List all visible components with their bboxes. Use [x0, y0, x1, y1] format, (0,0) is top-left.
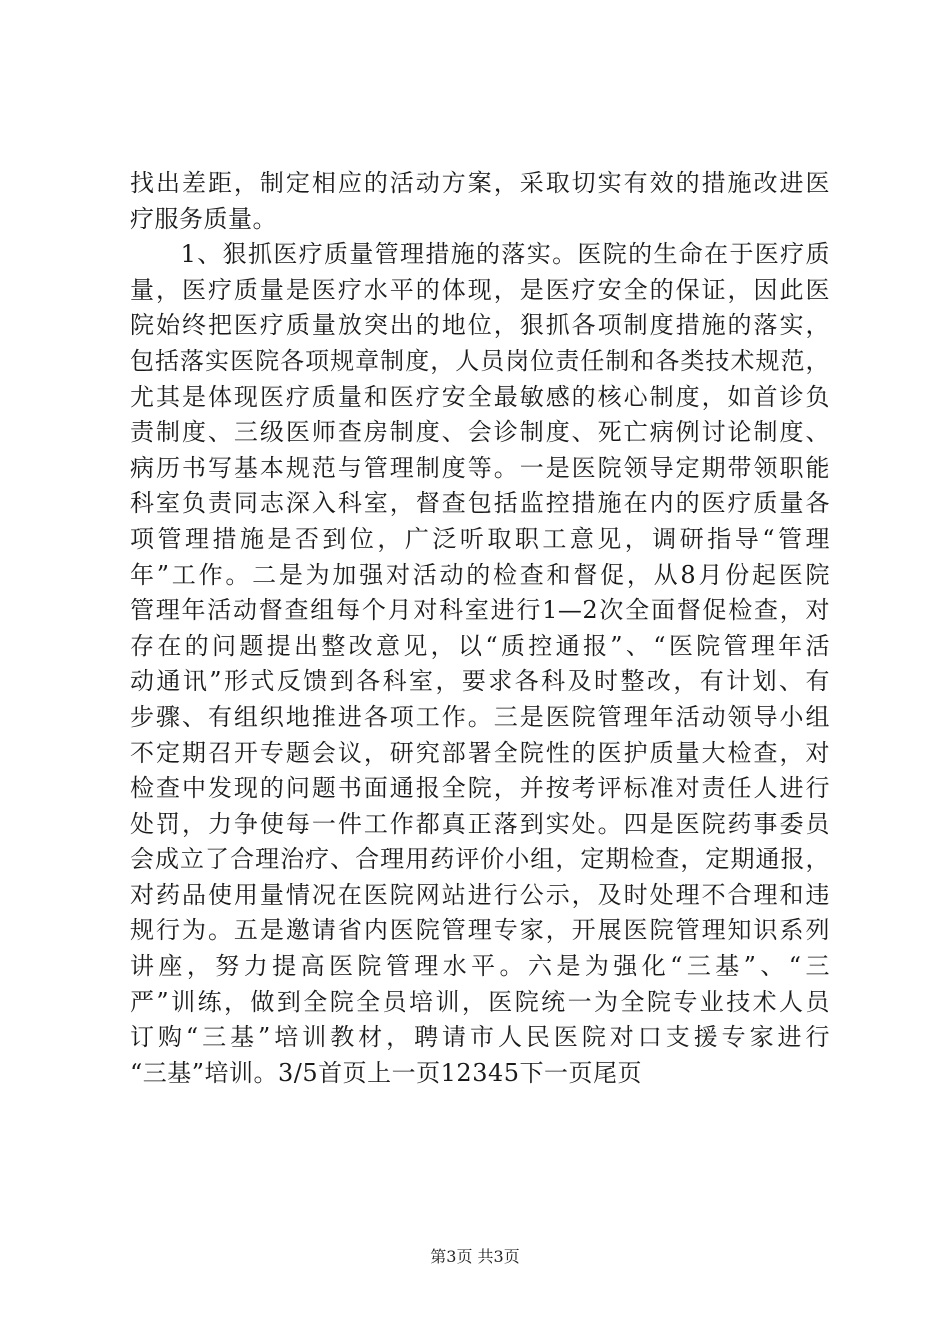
text-line: 项管理措施是否到位，广泛听取职工意见，调研指导“管理 — [130, 524, 830, 553]
text-line: 疗服务质量。 — [130, 204, 277, 233]
text-line: 科室负责同志深入科室，督查包括监控措施在内的医疗质量各 — [130, 489, 830, 518]
text-line: 找出差距，制定相应的活动方案，采取切实有效的措施改进医 — [130, 169, 830, 197]
text-line: 订购“三基”培训教材，聘请市人民医院对口支援专家进行 — [130, 1023, 830, 1052]
text-line: 责制度、三级医师查房制度、会诊制度、死亡病例讨论制度、 — [130, 418, 830, 447]
text-line: 处罚，力争使每一件工作都真正落到实处。四是医院药事委员 — [130, 809, 830, 838]
text-line: 动通讯”形式反馈到各科室，要求各科及时整改，有计划、有 — [130, 667, 830, 696]
body-text — [130, 166, 830, 1091]
text-line: 存在的问题提出整改意见，以“质控通报”、“医院管理年活 — [130, 631, 830, 660]
text-line: 对药品使用量情况在医院网站进行公示，及时处理不合理和违 — [130, 880, 830, 909]
text-line: 步骤、有组织地推进各项工作。三是医院管理年活动领导小组 — [130, 702, 830, 731]
text-line: 不定期召开专题会议，研究部署全院性的医护质量大检查，对 — [130, 738, 830, 767]
text-line: 规行为。五是邀请省内医院管理专家，开展医院管理知识系列 — [130, 916, 830, 945]
text-line: 严”训练，做到全院全员培训，医院统一为全院专业技术人员 — [130, 987, 830, 1016]
text-line: 尤其是体现医疗质量和医疗安全最敏感的核心制度，如首诊负 — [130, 382, 830, 411]
text-line: 病历书写基本规范与管理制度等。一是医院领导定期带领职能 — [130, 453, 830, 482]
text-line: 1、狠抓医疗质量管理措施的落实。医院的生命在于医疗质 — [130, 240, 830, 269]
text-line: 讲座，努力提高医院管理水平。六是为强化“三基”、“三 — [130, 952, 830, 981]
text-line: 院始终把医疗质量放突出的地位，狠抓各项制度措施的落实， — [130, 311, 830, 340]
text-line: “三基”培训。3/5首页上一页12345下一页尾页 — [130, 1058, 643, 1087]
text-line: 会成立了合理治疗、合理用药评价小组，定期检查，定期通报， — [130, 845, 830, 874]
text-line: 年”工作。二是为加强对活动的检查和督促，从8月份起医院 — [130, 560, 830, 589]
text-line: 检查中发现的问题书面通报全院，并按考评标准对责任人进行 — [130, 774, 830, 803]
text-line: 量，医疗质量是医疗水平的体现，是医疗安全的保证，因此医 — [130, 275, 830, 304]
text-line: 包括落实医院各项规章制度，人员岗位责任制和各类技术规范， — [130, 346, 830, 375]
page-number-footer: 第3页 共3页 — [430, 1247, 520, 1266]
text-line: 管理年活动督查组每个月对科室进行1—2次全面督促检查，对 — [130, 596, 830, 625]
